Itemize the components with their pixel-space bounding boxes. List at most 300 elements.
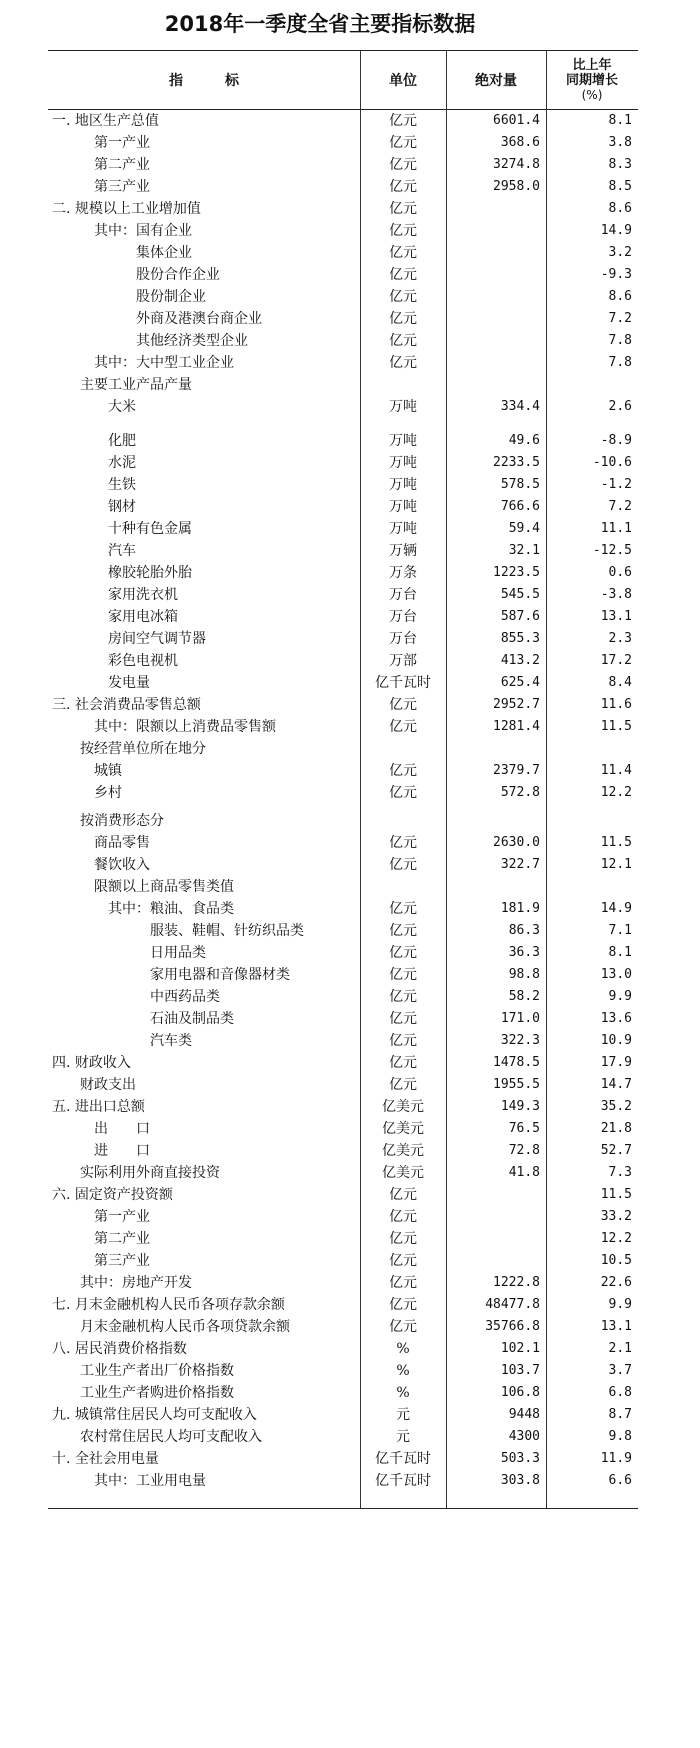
row-absolute bbox=[446, 810, 540, 832]
row-absolute bbox=[446, 876, 540, 898]
row-unit: 亿元 bbox=[389, 157, 417, 173]
row-growth: 2.3 bbox=[608, 631, 632, 646]
table-row bbox=[48, 1404, 638, 1426]
row-growth: 11.5 bbox=[600, 1187, 632, 1202]
row-absolute: 625.4 bbox=[500, 675, 540, 690]
row-unit: 亿元 bbox=[389, 1187, 417, 1203]
row-indicator: 股份制企业 bbox=[136, 289, 206, 305]
row-indicator: 四. 财政收入 bbox=[52, 1055, 131, 1071]
row-unit: 亿元 bbox=[389, 901, 417, 917]
row-absolute: 855.3 bbox=[500, 631, 540, 646]
column-divider-unit bbox=[360, 50, 361, 1508]
row-unit: 万部 bbox=[389, 653, 417, 669]
row-unit: 亿元 bbox=[389, 289, 417, 305]
row-unit: 亿元 bbox=[389, 857, 417, 873]
row-unit: 万辆 bbox=[389, 543, 417, 559]
table-row bbox=[48, 986, 638, 1008]
row-indicator: 进 口 bbox=[94, 1143, 150, 1159]
row-unit: 亿元 bbox=[389, 113, 417, 129]
row-absolute: 72.8 bbox=[508, 1143, 540, 1158]
table-row bbox=[48, 694, 638, 716]
row-unit: 万吨 bbox=[389, 455, 417, 471]
table-row bbox=[48, 198, 638, 220]
indicator-table bbox=[48, 50, 638, 1492]
row-growth: 11.1 bbox=[600, 521, 632, 536]
table-row bbox=[48, 854, 638, 876]
page-title: 2018年一季度全省主要指标数据 bbox=[164, 12, 476, 36]
row-growth: 3.2 bbox=[608, 245, 632, 260]
row-indicator: 汽车类 bbox=[150, 1033, 192, 1049]
row-absolute: 578.5 bbox=[500, 477, 540, 492]
row-absolute: 503.3 bbox=[500, 1451, 540, 1466]
row-indicator: 第一产业 bbox=[94, 135, 150, 151]
row-absolute bbox=[446, 330, 540, 352]
row-unit: 亿元 bbox=[389, 135, 417, 151]
row-absolute bbox=[446, 220, 540, 242]
table-row bbox=[48, 942, 638, 964]
row-absolute: 48477.8 bbox=[485, 1297, 540, 1312]
table-row bbox=[48, 1426, 638, 1448]
row-indicator: 实际利用外商直接投资 bbox=[80, 1165, 220, 1181]
row-indicator: 第一产业 bbox=[94, 1209, 150, 1225]
row-absolute: 36.3 bbox=[508, 945, 540, 960]
row-unit: 亿美元 bbox=[382, 1121, 424, 1137]
row-indicator: 主要工业产品产量 bbox=[80, 377, 192, 393]
row-indicator: 中西药品类 bbox=[150, 989, 220, 1005]
table-row bbox=[48, 782, 638, 804]
row-unit: 亿元 bbox=[389, 1077, 417, 1093]
row-unit: 万台 bbox=[389, 587, 417, 603]
row-absolute: 49.6 bbox=[508, 433, 540, 448]
table-row bbox=[48, 1096, 638, 1118]
row-absolute: 572.8 bbox=[500, 785, 540, 800]
header-indicator: 指 标 bbox=[169, 73, 239, 89]
row-indicator: 城镇 bbox=[94, 763, 122, 779]
table-row bbox=[48, 920, 638, 942]
row-growth: 13.1 bbox=[600, 1319, 632, 1334]
column-divider-absolute bbox=[446, 50, 447, 1508]
row-unit: 亿元 bbox=[389, 1231, 417, 1247]
row-absolute: 2379.7 bbox=[493, 763, 540, 778]
row-growth: 2.6 bbox=[608, 399, 632, 414]
table-row bbox=[48, 308, 638, 330]
row-unit: 亿千瓦时 bbox=[375, 1473, 431, 1489]
row-absolute: 413.2 bbox=[500, 653, 540, 668]
row-absolute: 766.6 bbox=[500, 499, 540, 514]
row-indicator: 第三产业 bbox=[94, 1253, 150, 1269]
row-growth: 13.0 bbox=[600, 967, 632, 982]
row-growth bbox=[546, 810, 632, 832]
row-absolute: 2233.5 bbox=[493, 455, 540, 470]
table-row bbox=[48, 562, 638, 584]
row-absolute: 1222.8 bbox=[493, 1275, 540, 1290]
table-row bbox=[48, 396, 638, 418]
table-row bbox=[48, 1250, 638, 1272]
row-absolute bbox=[446, 198, 540, 220]
table-row bbox=[48, 810, 638, 832]
row-absolute: 303.8 bbox=[500, 1473, 540, 1488]
table-row bbox=[48, 1052, 638, 1074]
row-absolute: 59.4 bbox=[508, 521, 540, 536]
row-growth: -9.3 bbox=[600, 267, 632, 282]
row-growth: 8.7 bbox=[608, 1407, 632, 1422]
table-row bbox=[48, 518, 638, 540]
row-unit: 亿元 bbox=[389, 1297, 417, 1313]
table-row bbox=[48, 110, 638, 132]
row-unit: 元 bbox=[396, 1429, 410, 1445]
row-growth: 21.8 bbox=[600, 1121, 632, 1136]
table-bottom-rule bbox=[48, 1508, 638, 1509]
row-absolute bbox=[446, 738, 540, 760]
row-growth: 8.4 bbox=[608, 675, 632, 690]
table-row bbox=[48, 1118, 638, 1140]
table-row bbox=[48, 242, 638, 264]
row-growth: 33.2 bbox=[600, 1209, 632, 1224]
row-absolute: 3274.8 bbox=[493, 157, 540, 172]
row-growth: 6.6 bbox=[608, 1473, 632, 1488]
row-absolute bbox=[446, 1228, 540, 1250]
row-unit bbox=[360, 810, 446, 832]
row-unit: 亿元 bbox=[389, 1275, 417, 1291]
row-indicator: 六. 固定资产投资额 bbox=[52, 1187, 173, 1203]
row-absolute: 149.3 bbox=[500, 1099, 540, 1114]
row-growth bbox=[546, 876, 632, 898]
row-indicator: 第二产业 bbox=[94, 157, 150, 173]
row-growth: 9.8 bbox=[608, 1429, 632, 1444]
row-unit: 万台 bbox=[389, 631, 417, 647]
row-absolute bbox=[446, 286, 540, 308]
row-unit: 万台 bbox=[389, 609, 417, 625]
table-row bbox=[48, 876, 638, 898]
row-indicator: 服装、鞋帽、针纺织品类 bbox=[150, 923, 304, 939]
row-indicator: 餐饮收入 bbox=[94, 857, 150, 873]
table-row bbox=[48, 1294, 638, 1316]
row-indicator: 乡村 bbox=[94, 785, 122, 801]
row-absolute bbox=[446, 352, 540, 374]
row-unit: 亿元 bbox=[389, 945, 417, 961]
row-indicator: 橡胶轮胎外胎 bbox=[108, 565, 192, 581]
row-unit bbox=[360, 738, 446, 760]
row-absolute bbox=[446, 264, 540, 286]
row-indicator: 月末金融机构人民币各项贷款余额 bbox=[80, 1319, 290, 1335]
row-indicator: 十种有色金属 bbox=[108, 521, 192, 537]
row-growth: -8.9 bbox=[600, 433, 632, 448]
row-indicator: 其中：限额以上消费品零售额 bbox=[94, 719, 276, 735]
row-unit: 万条 bbox=[389, 565, 417, 581]
row-unit: 亿元 bbox=[389, 989, 417, 1005]
row-unit: 亿元 bbox=[389, 223, 417, 239]
row-growth: 14.7 bbox=[600, 1077, 632, 1092]
table-row bbox=[48, 132, 638, 154]
row-unit: 亿元 bbox=[389, 1033, 417, 1049]
table-row bbox=[48, 1206, 638, 1228]
table-row bbox=[48, 672, 638, 694]
row-absolute: 2958.0 bbox=[493, 179, 540, 194]
row-absolute: 1478.5 bbox=[493, 1055, 540, 1070]
row-absolute: 171.0 bbox=[500, 1011, 540, 1026]
row-unit: 亿元 bbox=[389, 201, 417, 217]
row-absolute: 32.1 bbox=[508, 543, 540, 558]
row-unit: 亿元 bbox=[389, 697, 417, 713]
row-unit: 亿元 bbox=[389, 1253, 417, 1269]
row-indicator: 家用电器和音像器材类 bbox=[150, 967, 290, 983]
header-growth-line2: 同期增长 bbox=[565, 72, 618, 88]
row-indicator: 家用电冰箱 bbox=[108, 609, 178, 625]
row-growth: 12.2 bbox=[600, 1231, 632, 1246]
row-indicator: 财政支出 bbox=[80, 1077, 136, 1093]
row-growth: 6.8 bbox=[608, 1385, 632, 1400]
row-absolute: 9448 bbox=[508, 1407, 540, 1422]
row-absolute: 86.3 bbox=[508, 923, 540, 938]
row-absolute: 98.8 bbox=[508, 967, 540, 982]
table-row bbox=[48, 540, 638, 562]
row-unit: 亿元 bbox=[389, 785, 417, 801]
row-unit: 亿元 bbox=[389, 311, 417, 327]
column-divider-growth bbox=[546, 50, 547, 1508]
row-indicator: 化肥 bbox=[108, 433, 136, 449]
row-growth: -3.8 bbox=[600, 587, 632, 602]
table-row bbox=[48, 964, 638, 986]
row-growth: -1.2 bbox=[600, 477, 632, 492]
row-growth bbox=[546, 374, 632, 396]
row-indicator: 生铁 bbox=[108, 477, 136, 493]
row-unit: 亿美元 bbox=[382, 1165, 424, 1181]
row-growth: 0.6 bbox=[608, 565, 632, 580]
row-absolute: 2630.0 bbox=[493, 835, 540, 850]
row-unit: 亿千瓦时 bbox=[375, 1451, 431, 1467]
table-row bbox=[48, 1316, 638, 1338]
row-indicator: 股份合作企业 bbox=[136, 267, 220, 283]
table-row bbox=[48, 220, 638, 242]
row-absolute bbox=[446, 1184, 540, 1206]
row-indicator: 二. 规模以上工业增加值 bbox=[52, 201, 201, 217]
row-indicator: 大米 bbox=[108, 399, 136, 415]
row-unit: 万吨 bbox=[389, 477, 417, 493]
row-absolute: 103.7 bbox=[500, 1363, 540, 1378]
row-growth: 7.8 bbox=[608, 333, 632, 348]
table-row bbox=[48, 716, 638, 738]
header-growth-unit: (%) bbox=[581, 87, 603, 102]
table-row bbox=[48, 1360, 638, 1382]
row-growth: 13.6 bbox=[600, 1011, 632, 1026]
row-growth: 2.1 bbox=[608, 1341, 632, 1356]
table-row bbox=[48, 1030, 638, 1052]
table-row bbox=[48, 1140, 638, 1162]
row-indicator: 其中：国有企业 bbox=[94, 223, 192, 239]
row-unit: 亿元 bbox=[389, 333, 417, 349]
row-absolute bbox=[446, 242, 540, 264]
header-growth bbox=[546, 51, 638, 109]
table-row bbox=[48, 452, 638, 474]
row-unit bbox=[360, 876, 446, 898]
row-indicator: 家用洗衣机 bbox=[108, 587, 178, 603]
row-growth: 8.3 bbox=[608, 157, 632, 172]
row-unit bbox=[360, 374, 446, 396]
row-indicator: 钢材 bbox=[108, 499, 136, 515]
row-absolute: 545.5 bbox=[500, 587, 540, 602]
row-unit: 亿元 bbox=[389, 967, 417, 983]
row-absolute: 322.3 bbox=[500, 1033, 540, 1048]
row-unit: % bbox=[396, 1341, 410, 1357]
row-unit: 亿元 bbox=[389, 1209, 417, 1225]
row-indicator: 其中：大中型工业企业 bbox=[94, 355, 234, 371]
table-row bbox=[48, 898, 638, 920]
row-indicator: 工业生产者出厂价格指数 bbox=[80, 1363, 234, 1379]
row-indicator: 其他经济类型企业 bbox=[136, 333, 248, 349]
header-unit: 单位 bbox=[389, 73, 417, 89]
row-growth: 8.1 bbox=[608, 113, 632, 128]
row-indicator: 其中：粮油、食品类 bbox=[108, 901, 234, 917]
row-indicator: 汽车 bbox=[108, 543, 136, 559]
row-absolute: 102.1 bbox=[500, 1341, 540, 1356]
row-indicator: 三. 社会消费品零售总额 bbox=[52, 697, 201, 713]
row-absolute: 4300 bbox=[508, 1429, 540, 1444]
row-indicator: 按经营单位所在地分 bbox=[80, 741, 206, 757]
row-growth: 11.5 bbox=[600, 835, 632, 850]
row-growth: 12.1 bbox=[600, 857, 632, 872]
table-row bbox=[48, 1470, 638, 1492]
row-unit: 亿元 bbox=[389, 1319, 417, 1335]
row-unit: 亿美元 bbox=[382, 1099, 424, 1115]
row-absolute: 181.9 bbox=[500, 901, 540, 916]
row-growth: 3.7 bbox=[608, 1363, 632, 1378]
row-indicator: 八. 居民消费价格指数 bbox=[52, 1341, 187, 1357]
row-absolute: 1955.5 bbox=[493, 1077, 540, 1092]
table-row bbox=[48, 832, 638, 854]
row-indicator: 九. 城镇常住居民人均可支配收入 bbox=[52, 1407, 257, 1423]
row-indicator: 工业生产者购进价格指数 bbox=[80, 1385, 234, 1401]
row-absolute: 1223.5 bbox=[493, 565, 540, 580]
table-row bbox=[48, 650, 638, 672]
row-growth: 12.2 bbox=[600, 785, 632, 800]
header-absolute: 绝对量 bbox=[475, 73, 517, 89]
row-growth: 11.4 bbox=[600, 763, 632, 778]
table-row bbox=[48, 1074, 638, 1096]
row-growth: 7.3 bbox=[608, 1165, 632, 1180]
table-body bbox=[48, 110, 638, 1492]
row-absolute: 368.6 bbox=[500, 135, 540, 150]
row-growth: 8.6 bbox=[608, 201, 632, 216]
row-unit: 万吨 bbox=[389, 433, 417, 449]
row-unit: 亿元 bbox=[389, 1011, 417, 1027]
row-absolute: 58.2 bbox=[508, 989, 540, 1004]
row-growth: -10.6 bbox=[592, 455, 632, 470]
row-growth: 8.1 bbox=[608, 945, 632, 960]
row-growth: 9.9 bbox=[608, 989, 632, 1004]
row-indicator: 集体企业 bbox=[136, 245, 192, 261]
row-indicator: 水泥 bbox=[108, 455, 136, 471]
row-absolute: 106.8 bbox=[500, 1385, 540, 1400]
table-row bbox=[48, 628, 638, 650]
row-indicator: 第三产业 bbox=[94, 179, 150, 195]
table-row bbox=[48, 176, 638, 198]
row-growth: 8.5 bbox=[608, 179, 632, 194]
row-growth: 13.1 bbox=[600, 609, 632, 624]
row-absolute: 334.4 bbox=[500, 399, 540, 414]
row-growth: 14.9 bbox=[600, 901, 632, 916]
table-row bbox=[48, 1272, 638, 1294]
row-unit: % bbox=[396, 1385, 410, 1401]
table-row bbox=[48, 330, 638, 352]
header-growth-line1: 比上年 bbox=[572, 57, 612, 73]
row-absolute bbox=[446, 1206, 540, 1228]
row-absolute: 35766.8 bbox=[485, 1319, 540, 1334]
row-indicator: 第二产业 bbox=[94, 1231, 150, 1247]
table-row bbox=[48, 760, 638, 782]
row-indicator: 一. 地区生产总值 bbox=[52, 113, 159, 129]
row-indicator: 按消费形态分 bbox=[80, 813, 164, 829]
row-growth: 11.9 bbox=[600, 1451, 632, 1466]
row-growth: 22.6 bbox=[600, 1275, 632, 1290]
row-growth: 11.5 bbox=[600, 719, 632, 734]
table-header bbox=[48, 50, 638, 110]
table-row bbox=[48, 1162, 638, 1184]
row-absolute: 1281.4 bbox=[493, 719, 540, 734]
row-indicator: 其中：工业用电量 bbox=[94, 1473, 206, 1489]
row-absolute: 587.6 bbox=[500, 609, 540, 624]
row-growth: 14.9 bbox=[600, 223, 632, 238]
table-row bbox=[48, 584, 638, 606]
row-growth bbox=[546, 738, 632, 760]
row-absolute: 6601.4 bbox=[493, 113, 540, 128]
row-growth: 10.5 bbox=[600, 1253, 632, 1268]
row-indicator: 商品零售 bbox=[94, 835, 150, 851]
row-unit: 万吨 bbox=[389, 399, 417, 415]
table-row bbox=[48, 286, 638, 308]
row-unit: 亿元 bbox=[389, 923, 417, 939]
row-indicator: 外商及港澳台商企业 bbox=[136, 311, 262, 327]
row-indicator: 出 口 bbox=[94, 1121, 150, 1137]
table-row bbox=[48, 738, 638, 760]
table-row bbox=[48, 374, 638, 396]
row-indicator: 发电量 bbox=[108, 675, 150, 691]
row-unit: % bbox=[396, 1363, 410, 1379]
row-indicator: 七. 月末金融机构人民币各项存款余额 bbox=[52, 1297, 285, 1313]
table-row bbox=[48, 1228, 638, 1250]
row-growth: 3.8 bbox=[608, 135, 632, 150]
row-unit: 亿元 bbox=[389, 245, 417, 261]
row-unit: 亿美元 bbox=[382, 1143, 424, 1159]
row-indicator: 日用品类 bbox=[150, 945, 206, 961]
table-row bbox=[48, 606, 638, 628]
row-absolute bbox=[446, 1250, 540, 1272]
row-absolute: 41.8 bbox=[508, 1165, 540, 1180]
row-growth: 7.8 bbox=[608, 355, 632, 370]
table-row bbox=[48, 352, 638, 374]
row-unit: 万吨 bbox=[389, 521, 417, 537]
row-growth: 17.9 bbox=[600, 1055, 632, 1070]
row-absolute bbox=[446, 374, 540, 396]
table-row bbox=[48, 1338, 638, 1360]
row-growth: 52.7 bbox=[600, 1143, 632, 1158]
table-row bbox=[48, 264, 638, 286]
row-indicator: 石油及制品类 bbox=[150, 1011, 234, 1027]
row-growth: -12.5 bbox=[592, 543, 632, 558]
table-row bbox=[48, 1008, 638, 1030]
row-unit: 亿元 bbox=[389, 835, 417, 851]
row-growth: 7.2 bbox=[608, 311, 632, 326]
row-growth: 7.2 bbox=[608, 499, 632, 514]
row-growth: 11.6 bbox=[600, 697, 632, 712]
row-unit: 亿千瓦时 bbox=[375, 675, 431, 691]
row-growth: 7.1 bbox=[608, 923, 632, 938]
table-row bbox=[48, 154, 638, 176]
row-absolute: 76.5 bbox=[508, 1121, 540, 1136]
row-unit: 亿元 bbox=[389, 267, 417, 283]
row-indicator: 房间空气调节器 bbox=[108, 631, 206, 647]
row-growth: 17.2 bbox=[600, 653, 632, 668]
row-growth: 35.2 bbox=[600, 1099, 632, 1114]
